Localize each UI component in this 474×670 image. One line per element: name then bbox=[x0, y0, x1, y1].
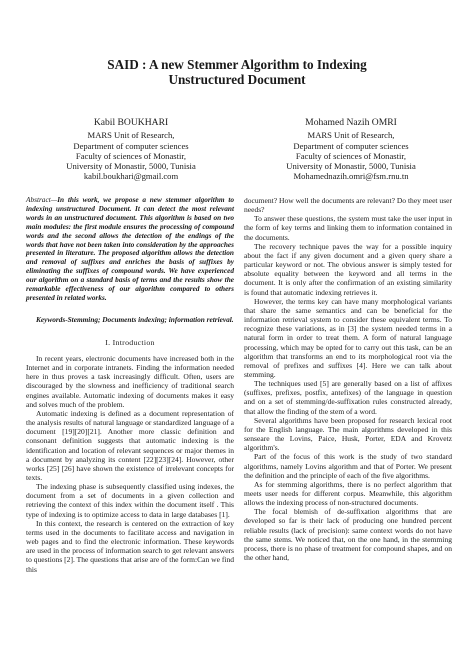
author-name: Mohamed Nazih OMRI bbox=[305, 117, 397, 128]
paragraph: Part of the focus of this work is the study of two standard algorithms, namely Lovins algorithm and that of Porter. We present the definition and the principle of each of the five algorithms. bbox=[244, 452, 452, 480]
author-affiliation-line: University of Monastir, 5000, Tunisia bbox=[66, 161, 196, 172]
paragraph: The focal blemish of de-suffixation algorithms that are developed so far is their lack of producing one hundred percent reliable results (lack of precision): same context words do not have the same stems. We noticed that, on the one hand, in the stemming process, there is no phase of treatment for compound shapes, and on the other hand, bbox=[244, 507, 452, 563]
author-affiliation-line: University of Monastir, 5000, Tunisia bbox=[286, 161, 416, 172]
author-name: Kabil BOUKHARI bbox=[93, 117, 169, 128]
author-affiliation-line: MARS Unit of Research, bbox=[87, 130, 175, 141]
paragraph: The recovery technique paves the way for a possible inquiry about the fact if any given document and a given query share a particular keyword or not. The obvious answer is simply tested for absolute equality between the keyword and all terms in the document. It is only after the confirmation of an existing similarity is found that automatic indexing retrieves it. bbox=[244, 241, 452, 297]
paragraph: To answer these questions, the system must take the user input in the form of key terms and linking them to information contained in the documents. bbox=[244, 214, 452, 242]
author-affiliation-line: Department of computer sciences bbox=[293, 140, 409, 151]
keywords: Keywords-Stemming; Documents indexing; information retrieval. bbox=[36, 314, 234, 324]
paragraph: In recent years, electronic documents have increased both in the Internet and in corporate intranets. Finding the information needed here in thus proves a task increasingly difficult. Often, users are discouraged by the slowness and inefficiency of traditional search engines available. Automatic indexing of documents makes it easy and solves much of the problem. bbox=[26, 353, 234, 409]
title-line-1: SAID : A new Stemmer Algorithm to Indexing bbox=[107, 57, 367, 72]
paragraph: The indexing phase is subsequently classified using indexes, the document from a set of documents in a given collection and retrieving the context of this index within the document itself . This type of indexing is to optimize access to data in large databases [1]. bbox=[26, 482, 234, 519]
abstract bbox=[26, 196, 234, 303]
author-affiliation-line: Department of computer sciences bbox=[73, 140, 189, 151]
paragraph: Automatic indexing is defined as a document representation of the analysis results of natural language or standardized language of a document [19][20][21]. Another more classic definition and consonant definition suggests that automatic indexing is the identification and location of relevant sequences or major themes in a document by analyzing its content [22][23][24]. However, other works [25] [26] have shown the existence of irrelevant concepts for texts. bbox=[26, 408, 234, 482]
abstract-label: Abstract— bbox=[26, 195, 58, 204]
paragraph: In this context, the research is centered on the extraction of key terms used in the documents to facilitate access and navigation in web pages and to find the electronic information. These keywords are used in the process of information search to get relevant answers to questions [2]. The questions that arise are of the form:Can we find this bbox=[26, 518, 234, 574]
author-email: kabil.boukhari@gmail.com bbox=[83, 171, 179, 182]
paragraph: The techniques used [5] are generally based on a list of affixes (suffixes, prefixes, postfix, antefixes) of the language in question and on a set of stemming/de-suffixation rules constructed already, that allow the finding of the stem of a word. bbox=[244, 379, 452, 416]
title-line-2: Unstructured Document bbox=[168, 72, 306, 87]
left-column bbox=[26, 196, 234, 574]
abstract-text: In this work, we propose a new stemmer algorithm to indexing unstructured Document. It can detect the most relevant words in an unstructured document. This algorithm is based on two main modules: the first module ensures the processing of compound words and the second allows the detection of the endings of the words that have not been taken into consideration by the approaches presented in literature. The proposed algorithm allows the detection and removal of suffixes and enriches the basis of suffixes by eliminating the suffixes of compound words. We have experienced our algorithm on a standard basis of terms and the results show the remarkable effectiveness of our algorithm compared to others presented in related works. bbox=[26, 195, 234, 302]
author-block-1 bbox=[38, 118, 224, 182]
right-column bbox=[244, 196, 452, 562]
author-block-2 bbox=[258, 118, 444, 182]
paragraph: As for stemming algorithms, there is no perfect algorithm that meets user needs for different corpus. Meanwhile, this algorithm allows the indexing process of non-structured documents. bbox=[244, 479, 452, 508]
section-heading: I. Introduction bbox=[105, 337, 155, 347]
author-affiliation-line: Faculty of sciences of Monastir, bbox=[295, 150, 407, 161]
author-affiliation-line: Faculty of sciences of Monastir, bbox=[75, 150, 187, 161]
paper-title bbox=[40, 57, 434, 87]
paragraph: Several algorithms have been proposed for research lexical root for the English language. The main algorithms developed in this senseare the Lovins, Paice, Husk, Porter, EDA and Krovetz algorithm's. bbox=[244, 415, 452, 453]
author-affiliation-line: MARS Unit of Research, bbox=[307, 130, 395, 141]
paragraph: document? How well the documents are relevant? Do they meet user needs? bbox=[244, 196, 452, 215]
author-email: Mohamednazih.omri@fsm.rnu.tn bbox=[293, 171, 409, 182]
paragraph: However, the terms key can have many morphological variants that share the same semantics and can be beneficial for the information retrieval system to consider these equivalent terms. To recognize these variations, as in [3] the system needed terms in a natural form in order to treat them. A form of natural language processing, which may be opted for to carry out this task, can be an algorithm that transforms an end to its morphological root via the removal of prefixes and suffixes [4]. Here we can talk about stemming. bbox=[244, 296, 452, 379]
